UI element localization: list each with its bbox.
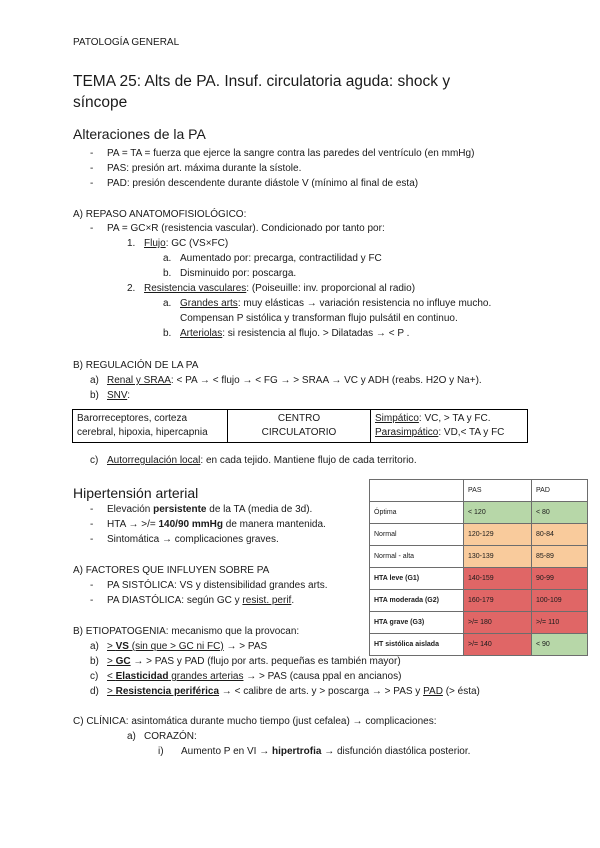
list-letter: b.	[163, 328, 172, 339]
list-item: PA DIASTÓLICA: según GC y resist. perif.	[107, 595, 295, 606]
table-cell-label: HTA grave (G3)	[370, 612, 464, 634]
list-number: 2.	[127, 283, 136, 294]
list-item-elasticidad: < Elasticidad grandes arterias → > PAS (causa ppal en ancianos)	[107, 671, 402, 682]
list-item-grandes-arts: Grandes arts: muy elásticas → variación resistencia no influye mucho.	[180, 298, 492, 309]
table-header-row	[370, 480, 588, 502]
table-cell-pad: 90-99	[532, 568, 588, 590]
bullet-dash: -	[90, 148, 94, 159]
bullet-dash: -	[90, 595, 94, 606]
table-header-cell: PAD	[532, 480, 588, 502]
table-cell-pas: >/= 140	[464, 634, 532, 656]
table-cell-label: HTA moderada (G2)	[370, 590, 464, 612]
table-cell-pas: < 120	[464, 502, 532, 524]
bullet-dash: -	[90, 178, 94, 189]
table-cell-label: Normal	[370, 524, 464, 546]
list-item: Aumentado por: precarga, contractilidad y FC	[180, 253, 382, 264]
table-row	[370, 590, 588, 612]
snv-box-centro: CENTRO CIRCULATORIO	[228, 410, 371, 443]
table-row	[370, 568, 588, 590]
table-header-cell: PAS	[464, 480, 532, 502]
table-row	[370, 524, 588, 546]
section-heading-alteraciones: Alteraciones de la PA	[73, 126, 206, 142]
bullet-dash: -	[90, 534, 94, 545]
snv-box	[72, 409, 528, 443]
list-item: PA = TA = fuerza que ejerce la sangre contra las paredes del ventrículo (en mmHg)	[107, 148, 475, 159]
bullet-dash: -	[90, 580, 94, 591]
list-letter: a)	[90, 641, 99, 652]
table-row	[370, 612, 588, 634]
table-cell-label: Normal - alta	[370, 546, 464, 568]
list-item-continuation: Compensan P sistólica y transforman flujo pulsátil en continuo.	[180, 313, 458, 324]
bullet-dash: -	[90, 519, 94, 530]
list-letter: a.	[163, 298, 172, 309]
table-cell-pad: 80-84	[532, 524, 588, 546]
list-roman: i)	[158, 746, 164, 757]
list-letter: a.	[163, 253, 172, 264]
list-item-arteriolas: Arteriolas: si resistencia al flujo. > Dilatadas → < P .	[180, 328, 410, 339]
list-number: 1.	[127, 238, 136, 249]
list-item-renal: Renal y SRAA: < PA → < flujo → < FG → > SRAA → VC y ADH (reabs. H2O y Na+).	[107, 375, 482, 386]
table-cell-label: Óptima	[370, 502, 464, 524]
table-cell-pas: >/= 180	[464, 612, 532, 634]
list-item: PAD: presión descendente durante diástole V (mínimo al final de esta)	[107, 178, 419, 189]
page-header: PATOLOGÍA GENERAL	[73, 37, 180, 48]
section-heading-hipertension: Hipertensión arterial	[73, 485, 199, 501]
list-letter: a)	[90, 375, 99, 386]
snv-box-outputs: Simpático: VC, > TA y FC. Parasimpático: VD,< TA y FC	[371, 410, 528, 443]
list-item: HTA → >/= 140/90 mmHg de manera mantenida.	[107, 519, 326, 530]
list-item: Disminuido por: poscarga.	[180, 268, 297, 279]
table-cell-pas: 120-129	[464, 524, 532, 546]
list-item: PAS: presión art. máxima durante la sístole.	[107, 163, 302, 174]
table-cell-pad: < 90	[532, 634, 588, 656]
list-letter: b.	[163, 268, 172, 279]
section-heading-clinica: C) CLÍNICA: asintomática durante mucho tiempo (just cefalea) → complicaciones:	[73, 716, 437, 727]
table-row	[370, 634, 588, 656]
list-item: Sintomática → complicaciones graves.	[107, 534, 279, 545]
table-cell-pas: 140-159	[464, 568, 532, 590]
table-cell-pad: 100-109	[532, 590, 588, 612]
list-letter: c)	[90, 455, 99, 466]
table-cell-label: HTA leve (G1)	[370, 568, 464, 590]
page-title: TEMA 25: Alts de PA. Insuf. circulatoria aguda: shock y síncope	[73, 73, 451, 111]
table-cell-pad: < 80	[532, 502, 588, 524]
table-cell-label: HT sistólica aislada	[370, 634, 464, 656]
list-letter: b)	[90, 390, 99, 401]
table-cell-pas: 160-179	[464, 590, 532, 612]
bullet-dash: -	[90, 504, 94, 515]
list-item-flujo: Flujo: GC (VS×FC)	[144, 238, 229, 249]
list-item-resistencia-periferica: > Resistencia periférica → < calibre de arts. y > poscarga → > PAS y PAD (> ésta)	[107, 686, 480, 697]
section-heading-etiopatogenia: B) ETIOPATOGENIA: mecanismo que la provocan:	[73, 626, 300, 637]
list-letter: b)	[90, 656, 99, 667]
section-heading-regulacion: B) REGULACIÓN DE LA PA	[73, 360, 199, 371]
list-item: PA SISTÓLICA: VS y distensibilidad grandes arts.	[107, 580, 328, 591]
list-item-snv: SNV:	[107, 390, 130, 401]
list-item-resistencia: Resistencia vasculares: (Poiseuille: inv. proporcional al radio)	[144, 283, 416, 294]
list-item-gc: > GC → > PAS y PAD (flujo por arts. pequeñas es también mayor)	[107, 656, 401, 667]
snv-box-inputs: Barorreceptores, corteza cerebral, hipoxia, hipercapnia	[73, 410, 228, 443]
bullet-dash: -	[90, 163, 94, 174]
list-item-autorregulacion: Autorregulación local: en cada tejido. Mantiene flujo de cada territorio.	[107, 455, 417, 466]
list-item: PA = GC×R (resistencia vascular). Condicionado por tanto por:	[107, 223, 385, 234]
table-cell-pad: >/= 110	[532, 612, 588, 634]
section-heading-repaso: A) REPASO ANATOMOFISIOLÓGICO:	[73, 209, 247, 220]
list-item-hipertrofia: Aumento P en VI → hipertrofia → disfunción diastólica posterior.	[181, 746, 471, 757]
list-letter: d)	[90, 686, 99, 697]
section-heading-factores: A) FACTORES QUE INFLUYEN SOBRE PA	[73, 565, 270, 576]
table-cell-pad: 85-89	[532, 546, 588, 568]
bullet-dash: -	[90, 223, 94, 234]
list-item-corazon: CORAZÓN:	[144, 731, 197, 742]
table-row	[370, 546, 588, 568]
table-row	[370, 502, 588, 524]
hta-classification-table	[369, 479, 588, 656]
list-item-vs: > VS (sin que > GC ni FC) → > PAS	[107, 641, 268, 652]
list-letter: c)	[90, 671, 99, 682]
list-letter: a)	[127, 731, 136, 742]
list-item: Elevación persistente de la TA (media de 3d).	[107, 504, 313, 515]
table-header-cell	[370, 480, 464, 502]
table-cell-pas: 130-139	[464, 546, 532, 568]
